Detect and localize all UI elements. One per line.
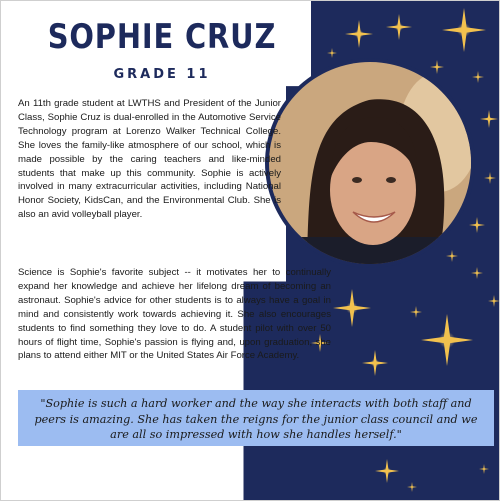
bio-paragraph-1: An 11th grade student at LWTHS and President of the Junior Class, Sophie Cruz is dual-enrolled in the Automotive Service Technology program at Lorenzo Walker Technical College. She loves the family-like atmosphere of our school, which is made possible by the caring teachers and like-minded students that make up this community. Sophie is actively involved in many extracurricular activities, including National Honor Society, KidsCan, and the Environmental Club. She is also an avid volleyball player. — [18, 98, 281, 221]
bio-paragraph-2: Science is Sophie's favorite subject -- it motivates her to continually expand her knowledge and achieve her lifelong dream of becoming an astronaut. Sophie's advice for other students is to always have a goal in mind and consistently work towards achieving it. She also encourages students to find something they love to do. A student pilot with over 50 hours of flight time, Sophie's passion is flying and, upon graduation, she plans to attend either MIT or the United States Air Force Academy. — [18, 267, 331, 362]
student-grade: GRADE 11 — [113, 67, 211, 82]
quote-band: "Sophie is such a hard worker and the way she interacts with both staff and peers is amazing. She has taken the reigns for the junior class council and we are all so impressed with how she handles herself." — [18, 390, 494, 446]
student-photo — [269, 62, 471, 264]
student-name: SOPHIE CRUZ — [47, 17, 277, 57]
